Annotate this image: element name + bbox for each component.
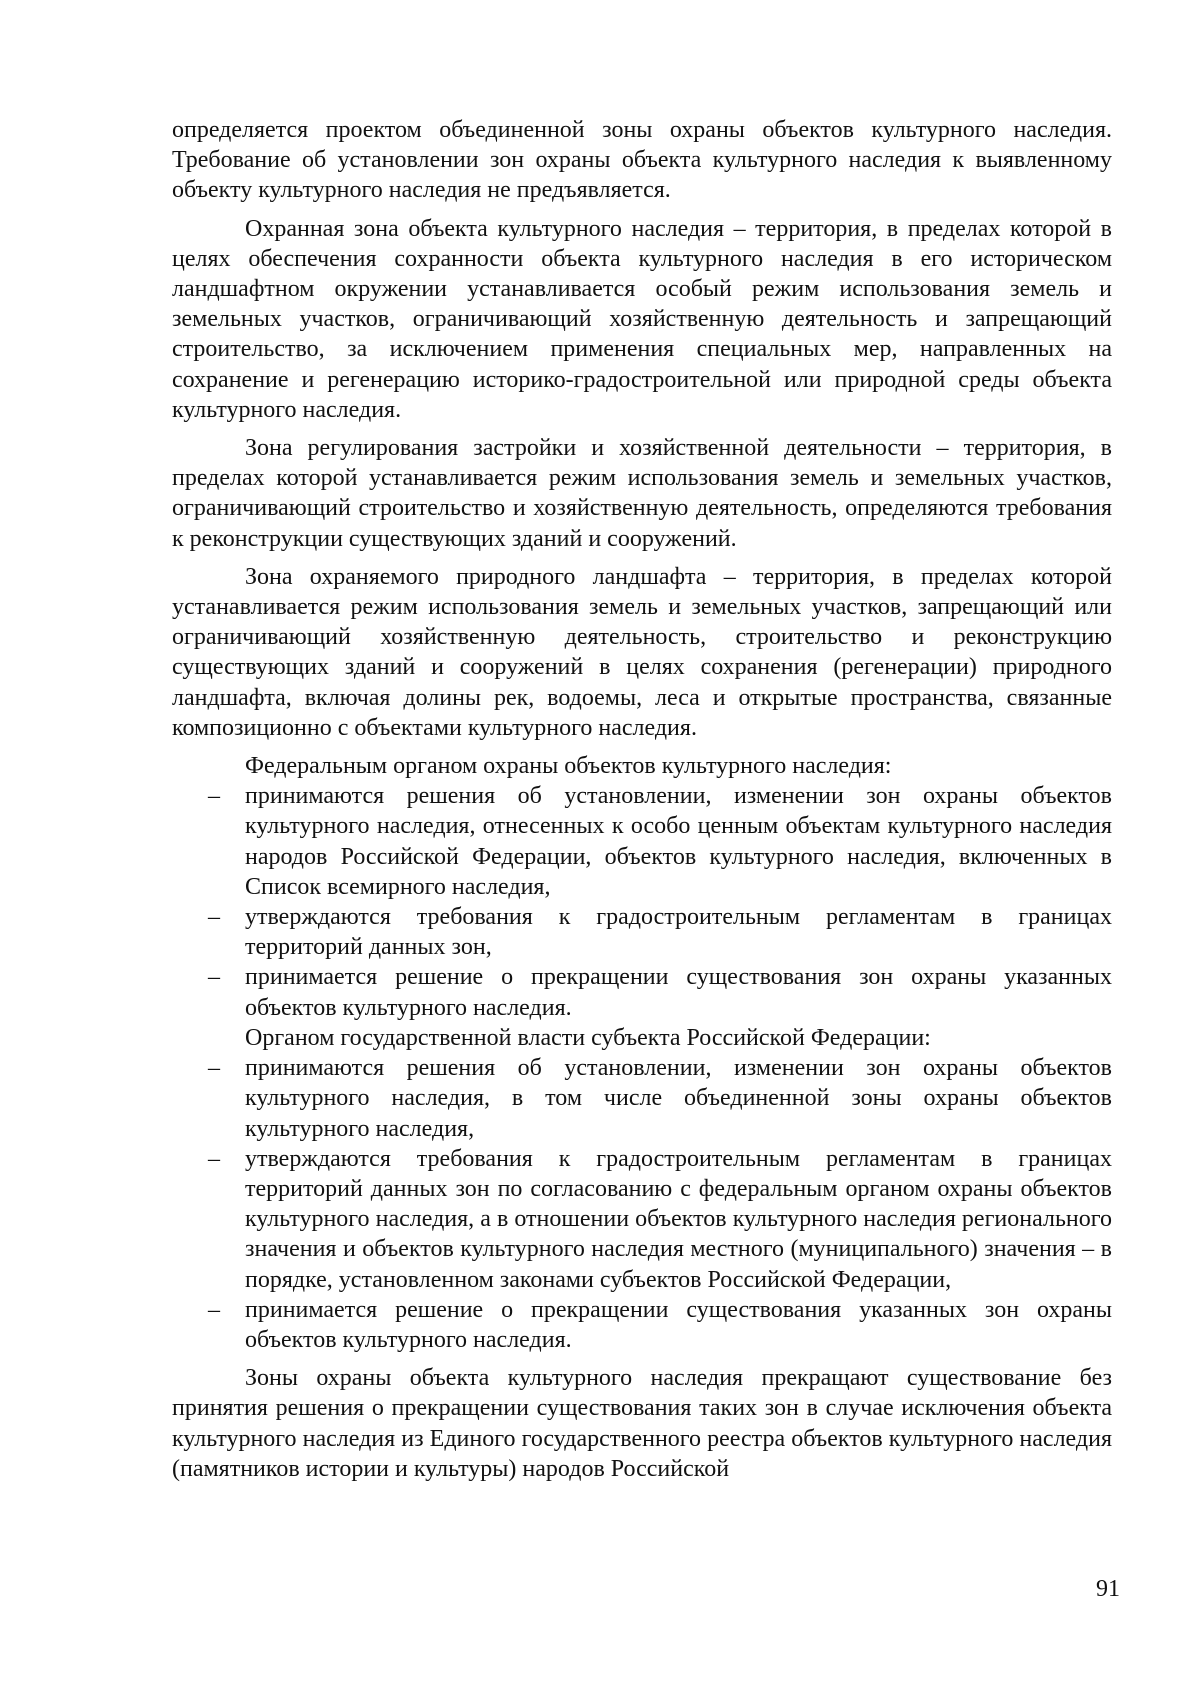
- list-item-text: утверждаются требования к градостроительным регламентам в границах территорий данных зон,: [245, 904, 1112, 961]
- list-item: [172, 1144, 1112, 1295]
- dash-bullet-icon: –: [208, 783, 220, 810]
- dash-bullet-icon: –: [208, 1296, 220, 1323]
- list-item: [172, 1295, 1112, 1355]
- list-item-text: утверждаются требования к градостроительным регламентам в границах территорий данных зон по согласованию с федеральным органом охраны объектов культурного наследия, а в отношении объектов культурного наследия регионального значения и объектов культурного наследия местного (муниципального) значения – в порядке, установленном законами субъектов Российской Федерации,: [245, 1145, 1112, 1293]
- paragraph-landscape-zone: Зона охраняемого природного ландшафта – территория, в пределах которой устанавливается режим использования земель и земельных участков, запрещающий или ограничивающий хозяйственную деятельность, строительство и реконструкцию существующих зданий и сооружений в целях сохранения (регенерации) природного ландшафта, включая долины рек, водоемы, леса и открытые пространства, связанные композиционно с объектами культурного наследия.: [172, 563, 1112, 741]
- paragraph-regulation-zone: Зона регулирования застройки и хозяйственной деятельности – территория, в пределах которой устанавливается режим использования земель и земельных участков, ограничивающий строительство и хозяйственную деятельность, определяются требования к реконструкции существующих зданий и сооружений.: [172, 435, 1112, 552]
- regional-authority-list: [172, 1053, 1112, 1355]
- list-item: [172, 902, 1112, 962]
- paragraph-zone-termination: Зоны охраны объекта культурного наследия прекращают существование без принятия решения о прекращении существования таких зон в случае исключения объекта культурного наследия из Единого государственного реестра объектов культурного наследия (памятников истории и культуры) народов Российской: [172, 1365, 1112, 1482]
- dash-bullet-icon: –: [208, 964, 220, 991]
- document-body: [172, 115, 1112, 1492]
- paragraph-continuation: определяется проектом объединенной зоны охраны объектов культурного наследия. Требование об установлении зон охраны объекта культурного наследия к выявленному объекту культурного наследия не предъявляется.: [172, 117, 1112, 204]
- federal-authority-intro: Федеральным органом охраны объектов культурного наследия:: [245, 753, 892, 780]
- list-item: [172, 1053, 1112, 1144]
- list-item: [172, 962, 1112, 1022]
- regional-authority-intro: Органом государственной власти субъекта Российской Федерации:: [245, 1024, 931, 1051]
- dash-bullet-icon: –: [208, 1145, 220, 1172]
- dash-bullet-icon: –: [208, 904, 220, 931]
- list-item-text: принимаются решения об установлении, изменении зон охраны объектов культурного наследия, отнесенных к особо ценным объектам культурного наследия народов Российской Федерации, объектов культурного наследия, включенных в Список всемирного наследия,: [245, 783, 1112, 900]
- list-item-text: принимается решение о прекращении существования указанных зон охраны объектов культурного наследия.: [245, 1296, 1112, 1353]
- list-item-text: принимается решение о прекращении существования зон охраны указанных объектов культурного наследия.: [245, 964, 1112, 1021]
- list-item: [172, 781, 1112, 902]
- federal-authority-list: [172, 781, 1112, 1023]
- list-item-text: принимаются решения об установлении, изменении зон охраны объектов культурного наследия, в том числе объединенной зоны охраны объектов культурного наследия,: [245, 1055, 1112, 1142]
- dash-bullet-icon: –: [208, 1055, 220, 1082]
- page-number: 91: [1096, 1576, 1120, 1602]
- paragraph-security-zone: Охранная зона объекта культурного наследия – территория, в пределах которой в целях обеспечения сохранности объекта культурного наследия в его историческом ландшафтном окружении устанавливается особый режим использования земель и земельных участков, ограничивающий хозяйственную деятельность и запрещающий строительство, за исключением применения специальных мер, направленных на сохранение и регенерацию историко-градостроительной или природной среды объекта культурного наследия.: [172, 215, 1112, 423]
